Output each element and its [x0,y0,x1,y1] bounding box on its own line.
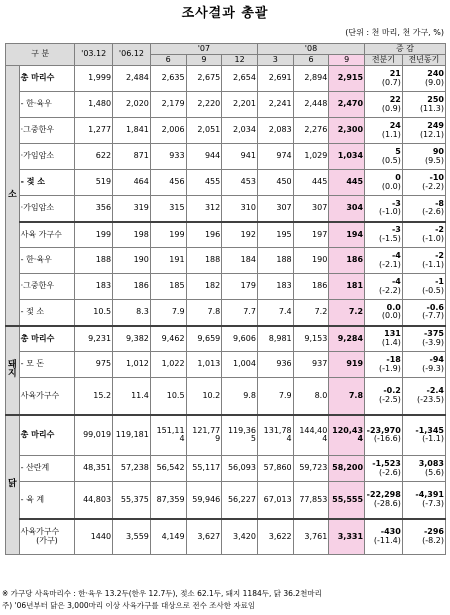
page-title: 조사결과 총괄 [181,6,269,21]
value-cell: 453 [222,170,258,196]
value-cell: 3,622 [257,519,293,555]
row-label: ·가임암소 [19,144,75,170]
value-cell: 2,276 [293,118,329,144]
value-cell: 2,691 [257,66,293,92]
value-cell: 3,331 [329,519,365,555]
value-cell: 191 [150,248,186,274]
value-cell: 1,999 [75,66,113,92]
section-cattle: 소 [6,66,20,326]
header-m6b: 6 [293,55,329,66]
table-row [6,352,446,378]
value-cell: 2,220 [186,92,222,118]
value-cell: 7.9 [150,300,186,326]
value-cell: 7.2 [329,300,365,326]
row-label: - 한·육우 [19,248,75,274]
value-cell: 4,149 [150,519,186,555]
header-row-1 [6,44,446,55]
change-prev-year: 90 (9.5) [402,144,445,170]
table-row [6,196,446,222]
row-label: 사육 가구수 [19,222,75,248]
value-cell: 1440 [75,519,113,555]
value-cell: 3,559 [113,519,151,555]
value-cell: 2,034 [222,118,258,144]
value-cell: 9,462 [150,326,186,352]
value-cell: 57,860 [257,456,293,482]
value-cell: 312 [186,196,222,222]
value-cell: 182 [186,274,222,300]
change-prev-quarter: 22 (0.9) [365,92,403,118]
value-cell: 99,019 [75,415,113,456]
value-cell: 196 [186,222,222,248]
value-cell: 183 [257,274,293,300]
value-cell: 519 [75,170,113,196]
value-cell: 2,470 [329,92,365,118]
value-cell: 2,300 [329,118,365,144]
value-cell: 919 [329,352,365,378]
value-cell: 8.0 [293,378,329,415]
statistics-table [5,43,446,555]
value-cell: 2,020 [113,92,151,118]
value-cell: 975 [75,352,113,378]
value-cell: 1,480 [75,92,113,118]
value-cell: 7.8 [186,300,222,326]
value-cell: 195 [257,222,293,248]
table-row [6,378,446,415]
table-row [6,415,446,456]
value-cell: 56,093 [222,456,258,482]
header-0612: '06.12 [113,44,151,66]
value-cell: 194 [329,222,365,248]
value-cell: 77,853 [293,482,329,519]
value-cell: 56,227 [222,482,258,519]
table-row [6,456,446,482]
table-row [6,144,446,170]
value-cell: 56,542 [150,456,186,482]
value-cell: 197 [293,222,329,248]
change-prev-year: -2 (-1.0) [402,222,445,248]
change-prev-year: -10 (-2.2) [402,170,445,196]
value-cell: 151,114 [150,415,186,456]
table-row [6,222,446,248]
value-cell: 144,404 [293,415,329,456]
change-prev-quarter: -4 (-2.2) [365,274,403,300]
value-cell: 119,181 [113,415,151,456]
row-label: 사육가구수 (가구) [19,519,75,555]
value-cell: 456 [150,170,186,196]
value-cell: 445 [329,170,365,196]
row-label: ·그중한우 [19,118,75,144]
change-prev-quarter: -22,298 (-28.6) [365,482,403,519]
change-prev-quarter: -3 (-1.0) [365,196,403,222]
value-cell: 7.7 [222,300,258,326]
value-cell: 59,723 [293,456,329,482]
change-prev-quarter: -0.2 (-2.5) [365,378,403,415]
value-cell: 55,375 [113,482,151,519]
value-cell: 9,659 [186,326,222,352]
value-cell: 1,022 [150,352,186,378]
value-cell: 356 [75,196,113,222]
value-cell: 445 [293,170,329,196]
value-cell: 1,029 [293,144,329,170]
value-cell: 179 [222,274,258,300]
row-label: - 모 돈 [19,352,75,378]
value-cell: 199 [75,222,113,248]
header-m3: 3 [257,55,293,66]
change-prev-quarter: 24 (1.1) [365,118,403,144]
header-0312: '03.12 [75,44,113,66]
change-prev-quarter: -18 (-1.9) [365,352,403,378]
value-cell: 1,004 [222,352,258,378]
value-cell: 2,484 [113,66,151,92]
value-cell: 1,277 [75,118,113,144]
row-label: 총 마리수 [19,415,75,456]
table-row [6,519,446,555]
row-label: ·그중한우 [19,274,75,300]
value-cell: 58,200 [329,456,365,482]
change-prev-year: -2 (-1.1) [402,248,445,274]
value-cell: 464 [113,170,151,196]
value-cell: 87,359 [150,482,186,519]
value-cell: 2,179 [150,92,186,118]
table-row [6,66,446,92]
row-label: - 젖 소 [19,300,75,326]
value-cell: 131,784 [257,415,293,456]
header-m12: 12 [222,55,258,66]
value-cell: 8,981 [257,326,293,352]
row-label: - 한·육우 [19,92,75,118]
header-prev-quarter: 전분기 [365,55,403,66]
table-row [6,92,446,118]
row-label: - 육 계 [19,482,75,519]
header-category: 구 분 [6,44,75,66]
value-cell: 1,013 [186,352,222,378]
value-cell: 67,013 [257,482,293,519]
change-prev-quarter: -3 (-1.5) [365,222,403,248]
value-cell: 8.3 [113,300,151,326]
value-cell: 1,034 [329,144,365,170]
change-prev-year: -375 (-3.9) [402,326,445,352]
value-cell: 3,627 [186,519,222,555]
row-label: ·가임암소 [19,196,75,222]
value-cell: 937 [293,352,329,378]
value-cell: 871 [113,144,151,170]
row-label: - 산란계 [19,456,75,482]
row-label: 총 마리수 [19,326,75,352]
value-cell: 188 [75,248,113,274]
value-cell: 198 [113,222,151,248]
value-cell: 181 [329,274,365,300]
value-cell: 2,051 [186,118,222,144]
change-prev-year: -4,391 (-7.3) [402,482,445,519]
value-cell: 119,365 [222,415,258,456]
header-prev-year: 전년동기 [402,55,445,66]
change-prev-quarter: -1,523 (-2.6) [365,456,403,482]
table-row [6,170,446,196]
value-cell: 2,675 [186,66,222,92]
value-cell: 2,006 [150,118,186,144]
value-cell: 315 [150,196,186,222]
value-cell: 450 [257,170,293,196]
header-m9: 9 [186,55,222,66]
value-cell: 186 [113,274,151,300]
value-cell: 57,238 [113,456,151,482]
value-cell: 2,894 [293,66,329,92]
value-cell: 9,231 [75,326,113,352]
change-prev-year: -94 (-9.3) [402,352,445,378]
value-cell: 1,841 [113,118,151,144]
value-cell: 2,083 [257,118,293,144]
value-cell: 55,117 [186,456,222,482]
table-row [6,118,446,144]
change-prev-quarter: -23,970 (-16.6) [365,415,403,456]
change-prev-year: -8 (-2.6) [402,196,445,222]
footnote-2: 주) '06년부터 닭은 3,000마리 이상 사육가구를 대상으로 전수 조사한 자료임 [2,601,256,610]
value-cell: 9,153 [293,326,329,352]
change-prev-quarter: -430 (-11.4) [365,519,403,555]
value-cell: 7.4 [257,300,293,326]
change-prev-year: -2.4 (-23.5) [402,378,445,415]
value-cell: 3,420 [222,519,258,555]
change-prev-quarter: 21 (0.7) [365,66,403,92]
value-cell: 941 [222,144,258,170]
value-cell: 2,635 [150,66,186,92]
value-cell: 192 [222,222,258,248]
value-cell: 186 [293,274,329,300]
change-prev-quarter: 0 (0.0) [365,170,403,196]
value-cell: 944 [186,144,222,170]
value-cell: 184 [222,248,258,274]
value-cell: 622 [75,144,113,170]
change-prev-year: -1,345 (-1.1) [402,415,445,456]
change-prev-year: -0.6 (-7.7) [402,300,445,326]
footnote-1: ※ 가구당 사육마리수 : 한·육우 13.2두(한우 12.7두), 젖소 62.1두, 돼지 1184두, 닭 36.2천마리 [2,589,322,598]
change-prev-quarter: -4 (-2.1) [365,248,403,274]
value-cell: 974 [257,144,293,170]
row-label: 사육가구수 [19,378,75,415]
change-prev-year: 249 (12.1) [402,118,445,144]
value-cell: 199 [150,222,186,248]
change-prev-year: 3,083 (5.6) [402,456,445,482]
value-cell: 55,555 [329,482,365,519]
change-prev-quarter: 5 (0.5) [365,144,403,170]
value-cell: 2,915 [329,66,365,92]
value-cell: 307 [293,196,329,222]
header-m6: 6 [150,55,186,66]
value-cell: 9,606 [222,326,258,352]
value-cell: 319 [113,196,151,222]
value-cell: 120,434 [329,415,365,456]
value-cell: 11.4 [113,378,151,415]
value-cell: 9,382 [113,326,151,352]
change-prev-quarter: 0.0 (0.0) [365,300,403,326]
value-cell: 304 [329,196,365,222]
value-cell: 933 [150,144,186,170]
header-07: '07 [150,44,257,55]
value-cell: 2,201 [222,92,258,118]
value-cell: 455 [186,170,222,196]
value-cell: 10.5 [150,378,186,415]
change-prev-year: -1 (-0.5) [402,274,445,300]
unit-note: (단위 : 천 마리, 천 가구, %) [345,28,444,37]
value-cell: 7.8 [329,378,365,415]
table-row [6,326,446,352]
value-cell: 307 [257,196,293,222]
table-row [6,300,446,326]
section-chicken: 닭 [6,415,20,555]
value-cell: 2,241 [257,92,293,118]
value-cell: 188 [257,248,293,274]
value-cell: 190 [293,248,329,274]
header-change: 증 감 [365,44,446,55]
value-cell: 7.9 [257,378,293,415]
value-cell: 121,779 [186,415,222,456]
table-row [6,248,446,274]
value-cell: 190 [113,248,151,274]
table-row [6,274,446,300]
value-cell: 186 [329,248,365,274]
value-cell: 15.2 [75,378,113,415]
value-cell: 10.2 [186,378,222,415]
value-cell: 2,654 [222,66,258,92]
value-cell: 1,012 [113,352,151,378]
value-cell: 44,803 [75,482,113,519]
value-cell: 48,351 [75,456,113,482]
value-cell: 936 [257,352,293,378]
section-pig: 돼지 [6,326,20,415]
value-cell: 59,946 [186,482,222,519]
value-cell: 188 [186,248,222,274]
table-row [6,482,446,519]
value-cell: 9.8 [222,378,258,415]
value-cell: 3,761 [293,519,329,555]
value-cell: 2,448 [293,92,329,118]
row-label: 총 마리수 [19,66,75,92]
change-prev-year: -296 (-8.2) [402,519,445,555]
change-prev-quarter: 131 (1.4) [365,326,403,352]
value-cell: 7.2 [293,300,329,326]
header-08: '08 [257,44,364,55]
value-cell: 9,284 [329,326,365,352]
change-prev-year: 240 (9.0) [402,66,445,92]
value-cell: 10.5 [75,300,113,326]
row-label: - 젖 소 [19,170,75,196]
value-cell: 185 [150,274,186,300]
change-prev-year: 250 (11.3) [402,92,445,118]
value-cell: 310 [222,196,258,222]
table-body [6,66,446,555]
header-m9b: 9 [329,55,365,66]
value-cell: 183 [75,274,113,300]
